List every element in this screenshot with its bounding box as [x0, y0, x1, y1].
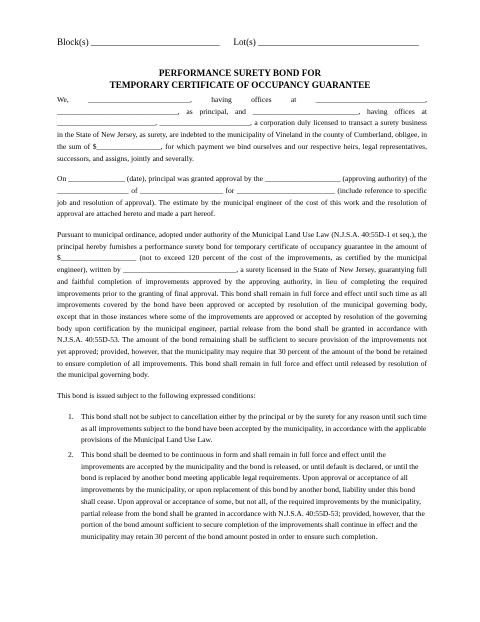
document-title: PERFORMANCE SURETY BOND FOR — [158, 68, 322, 78]
condition-text: This bond shall not be subject to cancellation either by the principal or by the surety for any reason until such time as all improvements subject to the bond have been accepted by the municipality, in accordance with the applicable provisions of the Municipal Land Use Law. — [81, 411, 427, 445]
condition-text: This bond shall be deemed to be continuous in form and shall remain in full force and effect until the improvements are accepted by the municipality and the bond is released, or until default is declared, or until the bond is replaced by another bond meeting applicable legal requirements. Upon approval or acceptance of all improvements by the municipality, or upon replacement of this bond by another bond, liability under this bond shall cease. Upon approval or acceptance of some, but not all, of the required improvements by the municipality, partial release from the bond shall be granted in accordance with N.J.S.A. 40:55D-53; provided, however, that the portion of the bond amount sufficient to secure completion of the improvements shall continue in effect and the municipality may retain 30 percent of the bond amount posted in order to ensure such completion. — [81, 449, 425, 541]
block-lot-header: Block(s) ____________________________ Lot(s) ___________________________________ — [57, 37, 419, 47]
condition-item — [57, 411, 427, 446]
parties-paragraph: We, ___________________________, having offices at _____________________________, ________________________________, as principal, and ____________________________, having offices at __________________________, ________________________, a corporation duly licensed to transact a surety business in the State of New Jersey, as surety, are indebted to the municipality of Vineland in the county of Cumberland, obligee, in the sum of $_________________, for which payment we bind ourselves and our respective heirs, legal representatives, successors, and assigns, jointly and severally. — [57, 95, 427, 163]
condition-number: 1. — [68, 411, 74, 421]
condition-item — [57, 449, 427, 543]
document-body — [57, 94, 427, 546]
conditions-list — [57, 411, 427, 543]
conditions-intro: This bond is issued subject to the following expressed conditions: — [57, 391, 256, 401]
document-subtitle: TEMPORARY CERTIFICATE OF OCCUPANCY GUARANTEE — [109, 80, 371, 90]
condition-number: 2. — [68, 449, 74, 459]
approval-paragraph: On _______________ (date), principal was granted approval by the ____________________ (approving authority) of the ___________________ of ______________________ for __________________________ (include reference to specific job and resolution of approval). The estimate by the municipal engineer of the cost of this work and the resolution of approval are attached hereto and made a part hereof. — [57, 174, 427, 219]
bond-terms-paragraph: Pursuant to municipal ordinance, adopted under authority of the Municipal Land Use Law (N.J.S.A. 40:55D-1 et seq.), the principal hereby furnishes a performance surety bond for temporary certificate of occupancy guarantee in the amount of $____________________ (not to exceed 120 percent of the cost of the improvements, as certified by the municipal engineer), written by ______________________________, a surety licensed in the State of New Jersey, guarantying full and faithful completion of improvements approved by the approving authority, in lieu of completing the required improvements prior to the granting of final approval. This bond shall remain in full force and effect until such time as all improvements covered by the bond have been approved or accepted by resolution of the municipal governing body, except that in those instances where some of the improvements are approved or accepted by resolution of the governing body upon certification by the municipal engineer, partial release from the bond shall be granted in accordance with N.J.S.A. 40:55D-53. The amount of the bond remaining shall be sufficient to secure provision of the improvements not yet approved; provided, however, that the municipality may require that 30 percent of the amount of the bond be retained to ensure completion of all improvements. This bond shall remain in full force and effect until released by resolution of the municipal governing body. — [57, 230, 427, 380]
